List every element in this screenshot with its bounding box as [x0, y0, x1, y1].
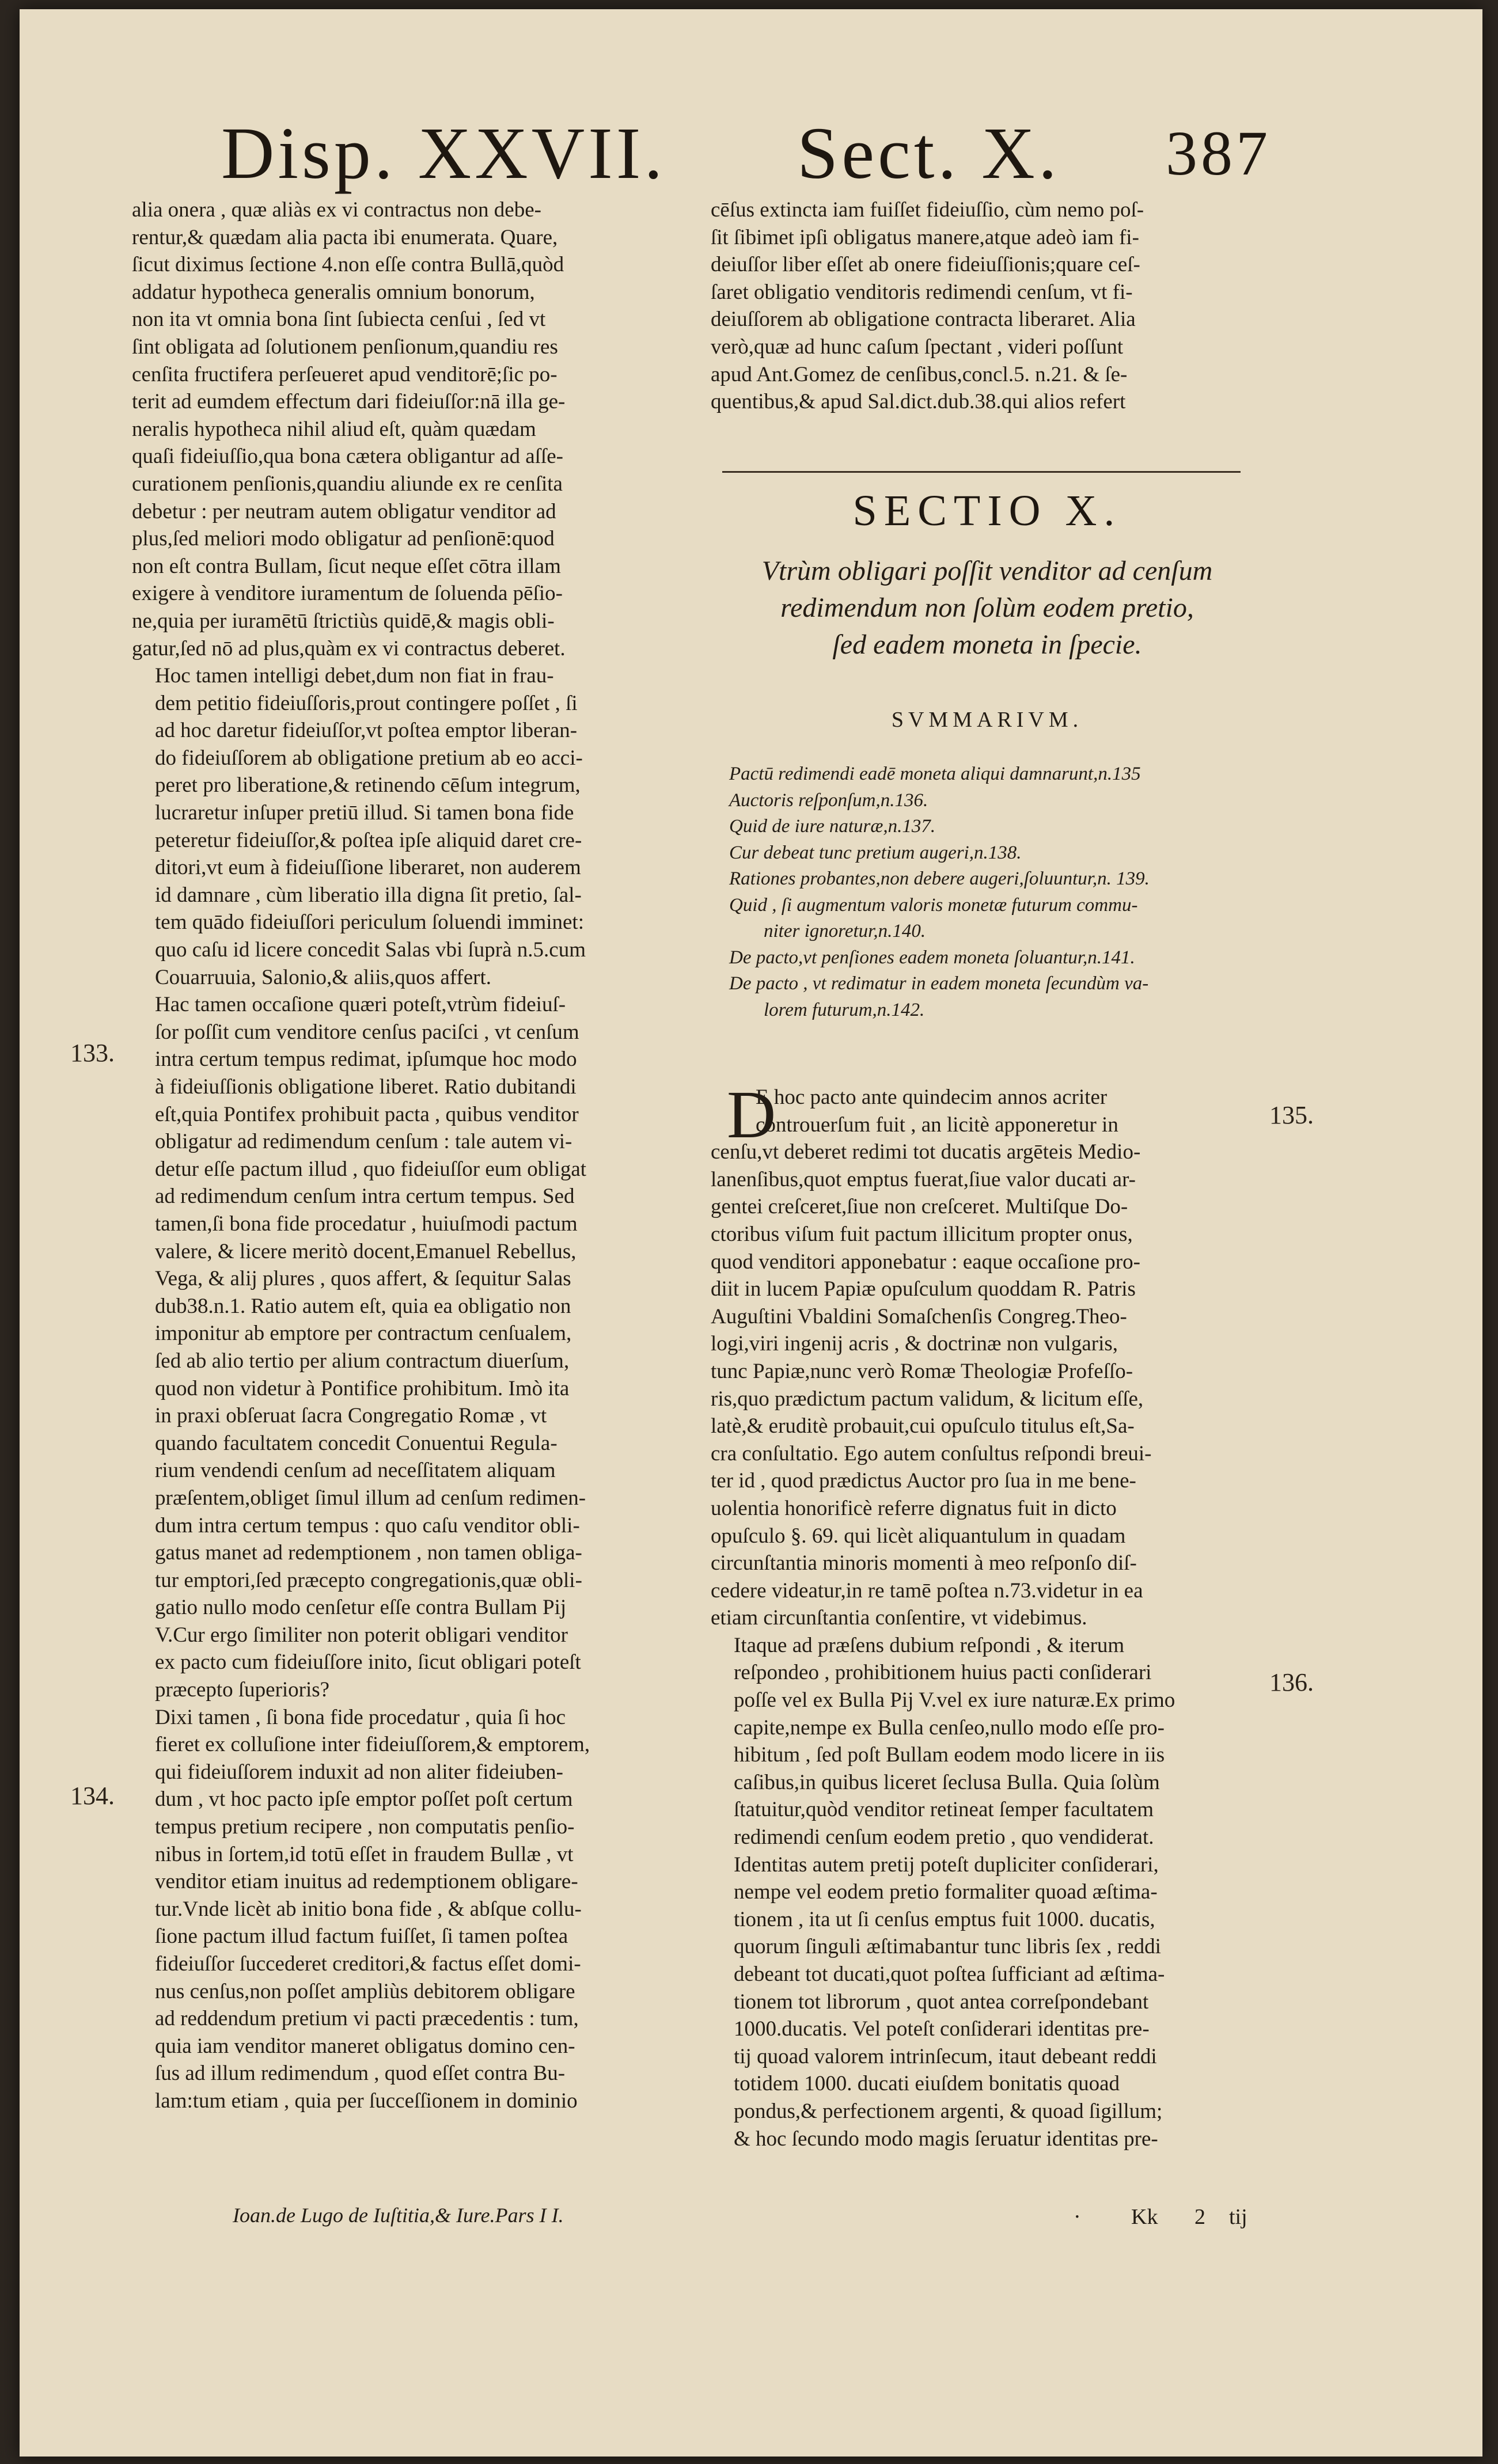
text-line: totidem 1000. ducati eiuſdem bonitatis quoad [734, 2072, 1120, 2096]
text-line: terit ad eumdem effectum dari fideiuſſor:nā illa ge- [132, 390, 566, 414]
text-line: ſtatuitur,quòd venditor retineat ſemper facultatem [734, 1798, 1154, 1822]
section-title-line: Vtrùm obligari poſſit venditor ad cenſum [761, 556, 1213, 586]
text-line: Dixi tamen , ſi bona fide procedatur , quia ſi hoc [155, 1705, 566, 1729]
text-line: apud Ant.Gomez de cenſibus,concl.5. n.21. & ſe- [711, 362, 1128, 386]
text-line: eſt,quia Pontifex prohibuit pacta , quibus venditor [155, 1102, 579, 1126]
text-line: rentur,& quædam alia pacta ibi enumerata. Quare, [132, 225, 558, 249]
text-line: ctoribus viſum fuit pactum illicitum propter onus, [711, 1222, 1133, 1246]
text-line: ſione pactum illud factum fuiſſet, ſi tamen poſtea [155, 1924, 568, 1949]
text-line: id damnare , cùm liberatio illa digna ſit pretio, ſal- [155, 883, 582, 907]
text-line: quorum ſinguli æſtimabantur tunc libris ſex , reddi [734, 1935, 1161, 1959]
text-line: nempe vel eodem pretio formaliter quoad æſtima- [734, 1880, 1158, 1904]
catchword: tij [1229, 2205, 1247, 2229]
book-page [20, 9, 1482, 2457]
text-line: dem petitio fideiuſſoris,prout contingere poſſet , ſi [155, 691, 578, 715]
text-line: cra conſultatio. Ego autem conſultus reſpondi breui- [711, 1441, 1152, 1466]
section-title-line: ſed eadem moneta in ſpecie. [832, 629, 1142, 660]
text-line: dum intra certum tempus : quo caſu venditor obli- [155, 1513, 580, 1537]
text-line: uolentia honorificè referre dignatus fuit in dicto [711, 1496, 1117, 1520]
summary-item: Cur debeat tunc pretium augeri,n.138. [729, 842, 1022, 863]
margin-number-136: 136. [1269, 1668, 1314, 1696]
running-header [20, 110, 1482, 196]
paragraph [711, 1077, 1264, 1632]
text-line: quaſi fideiuſſio,qua bona cætera obligantur ad aſſe- [132, 445, 563, 469]
text-line: Vega, & alij plures , quos affert, & ſequitur Salas [155, 1267, 571, 1291]
text-line: ſed ab alio tertio per alium contractum diuerſum, [155, 1349, 570, 1373]
text-line: detur eſſe pactum illud , quo fideiuſſor eum obligat [155, 1157, 587, 1181]
drop-capital: D [727, 1077, 776, 1152]
text-line: ſicut diximus ſectione 4.non eſſe contra Bullā,quòd [132, 253, 564, 277]
text-line: ris,quo prædictum pactum validum, & licitum eſſe, [711, 1387, 1144, 1411]
text-line: fideiuſſor ſuccederet creditori,& factus eſſet domi- [155, 1952, 581, 1976]
text-line: tij quoad valorem intrinſecum, itaut debeant reddi [734, 2044, 1157, 2068]
text-line: tem quādo fideiuſſori periculum ſoluendi imminet: [155, 910, 584, 935]
text-line: ad redimendum cenſum intra certum tempus. Sed [155, 1184, 575, 1209]
paragraph [132, 196, 742, 662]
summary-item: Pactū redimendi eadē moneta aliqui damnarunt,n.135 [729, 764, 1141, 784]
header-section: Sect. X. [797, 112, 1060, 194]
text-line: addatur hypotheca generalis omnium bonorum, [132, 280, 535, 304]
text-line: tionem , ita ut ſi cenſus emptus fuit 1000. ducatis, [734, 1907, 1155, 1931]
text-line: ad reddendum pretium vi pacti præcedentis : tum, [155, 2007, 579, 2031]
text-line: tionem tot librorum , quot antea correſpondebant [734, 1990, 1149, 2014]
text-line: cedere videatur,in re tamē poſtea n.73.videtur in ea [711, 1578, 1143, 1603]
text-line: ſor poſſit cum venditore cenſus paciſci , vt cenſum [155, 1020, 579, 1044]
text-line: plus,ſed meliori modo obligatur ad penſionē:quod [132, 527, 555, 551]
signature-dot: · [1074, 2205, 1081, 2229]
text-line: ex pacto cum fideiuſſore inito, ſicut obligari poteſt [155, 1650, 581, 1675]
text-line: fieret ex colluſione inter fideiuſſorem,& emptorem, [155, 1733, 590, 1757]
text-line: tamen,ſi bona fide procedatur , huiuſmodi pactum [155, 1212, 578, 1236]
text-line: controuerſum fuit , an licitè apponeretur in [756, 1113, 1118, 1137]
text-line: gatus manet ad redemptionem , non tamen obliga- [155, 1541, 582, 1565]
text-line: gatio nullo modo cenſetur eſſe contra Bullam Pij [155, 1596, 567, 1620]
text-line: lucraretur inſuper pretiū illud. Si tamen bona fide [155, 801, 574, 825]
text-line: nus cenſus,non poſſet ampliùs debitorem obligare [155, 1979, 575, 2003]
summary-item: Quid de iure naturæ,n.137. [729, 816, 936, 837]
text-line: E hoc pacto ante quindecim annos acriter [756, 1085, 1108, 1109]
text-line: V.Cur ergo ſimiliter non poterit obligari venditor [155, 1623, 568, 1647]
text-line: pondus,& perfectionem argenti, & quoad ſigillum; [734, 2099, 1163, 2123]
text-line: hibitum , ſed poſt Bullam eodem modo licere in iis [734, 1743, 1165, 1767]
text-line: ſus ad illum redimendum , quod eſſet contra Bu- [155, 2061, 566, 2086]
text-line: Hac tamen occaſione quæri poteſt,vtrùm fideiuſ- [155, 993, 566, 1017]
summary-item: Quid , ſi augmentum valoris monetæ futurum commu- [729, 894, 1138, 916]
text-line: rium vendendi cenſum ad neceſſitatem aliquam [155, 1459, 556, 1483]
summary-item: niter ignoretur,n.140. [764, 921, 926, 941]
text-line: gatur,ſed nō ad plus,quàm ex vi contractus deberet. [132, 636, 566, 660]
text-line: & hoc ſecundo modo magis ſeruatur identitas pre- [734, 2127, 1158, 2151]
paragraph [132, 662, 742, 991]
text-line: qui fideiuſſorem induxit ad non aliter fideiuben- [155, 1760, 563, 1784]
text-line: ditori,vt eum à fideiuſſione liberaret, non auderem [155, 856, 581, 880]
summarium-heading: SVMMARIVM. [891, 708, 1083, 732]
text-line: quando facultatem concedit Conuentui Regula- [155, 1431, 558, 1455]
text-line: deiuſſor liber eſſet ab onere fideiuſſionis;quare ceſ- [711, 253, 1140, 277]
text-line: lanenſibus,quot emptus fuerat,ſiue valor ducati ar- [711, 1167, 1136, 1191]
text-line: in praxi obſeruat ſacra Congregatio Romæ , vt [155, 1404, 547, 1428]
left-column [132, 196, 742, 2115]
text-line: non ita vt omnia bona ſint ſubiecta cenſui , ſed vt [132, 307, 546, 332]
text-line: tempus pretium recipere , non computatis penſio- [155, 1815, 575, 1839]
text-line: non eſt contra Bullam, ſicut neque eſſet cōtra illam [132, 554, 561, 578]
header-disputation: Disp. XXVII. [221, 112, 666, 194]
text-line: nibus in ſortem,id totū eſſet in fraudem Bullæ , vt [155, 1842, 574, 1866]
margin-number-134: 134. [70, 1782, 115, 1810]
text-line: deiuſſorem ab obligatione contracta liberaret. Alia [711, 307, 1136, 332]
text-line: verò,quæ ad hunc caſum ſpectant , videri poſſunt [711, 335, 1124, 359]
summary-list [729, 761, 1259, 1023]
text-line: alia onera , quæ aliàs ex vi contractus non debe- [132, 198, 541, 222]
text-line: logi,viri ingenij acris , & doctrinæ non vulgaris, [711, 1332, 1118, 1356]
text-line: dum , vt hoc pacto ipſe emptor poſſet poſt certum [155, 1787, 573, 1812]
text-line: lam:tum etiam , quia per ſucceſſionem in dominio [155, 2089, 578, 2113]
text-line: ſaret obligatio venditoris redimendi cenſum, vt fi- [711, 280, 1133, 304]
text-line: diit in lucem Papiæ opuſculum quoddam R. Patris [711, 1277, 1136, 1301]
text-line: Hoc tamen intelligi debet,dum non fiat in frau- [155, 664, 554, 688]
section-title-line: redimendum non ſolùm eodem pretio, [780, 593, 1194, 623]
summary-item: Rationes probantes,non debere augeri,ſoluuntur,n. 139. [729, 868, 1150, 889]
summary-item: Auctoris reſponſum,n.136. [729, 789, 928, 811]
text-line: ſit ſibimet ipſi obligatus manere,atque adeò iam fi- [711, 225, 1139, 249]
paragraph [132, 991, 742, 1703]
text-line: Auguſtini Vbaldini Somaſchenſis Congreg.Theo- [711, 1304, 1127, 1328]
text-line: latè,& eruditè probauit,cui opuſculo titulus eſt,Sa- [711, 1414, 1135, 1438]
text-line: venditor etiam inuitus ad redemptionem obligare- [155, 1870, 578, 1894]
text-line: quentibus,& apud Sal.dict.dub.38.qui alios refert [711, 390, 1126, 414]
text-line: ſint obligata ad ſolutionem penſionum,quandiu res [132, 335, 558, 359]
text-line: ter id , quod prædictus Auctor pro ſua in me bene- [711, 1469, 1136, 1493]
text-line: cēſus extincta iam fuiſſet fideiuſſio, cùm nemo poſ- [711, 198, 1144, 222]
text-line: neralis hypotheca nihil aliud eſt, quàm quædam [132, 417, 536, 441]
section-heading: SECTIO X. [852, 487, 1122, 535]
text-line: cenſu,vt deberet redimi tot ducatis argēteis Medio- [711, 1140, 1141, 1164]
text-line: à fideiuſſionis obligatione liberet. Ratio dubitandi [155, 1075, 577, 1099]
text-line: imponitur ab emptore per contractum cenſualem, [155, 1322, 572, 1346]
text-line: quod non videtur à Pontifice prohibitum. Imò ita [155, 1376, 570, 1400]
text-line: tur emptori,ſed præcepto congregationis,quæ obli- [155, 1568, 582, 1592]
text-line: peteretur fideiuſſor,& poſtea ipſe aliquid daret cre- [155, 828, 582, 852]
section-rule [722, 471, 1241, 473]
text-line: capite,nempe ex Bulla cenſeo,nullo modo eſſe pro- [734, 1715, 1165, 1740]
signature-mark: Kk [1131, 2205, 1158, 2229]
text-line: debeant tot ducati,quot poſtea ſufficiant ad æſtima- [734, 1962, 1165, 1986]
text-line: do fideiuſſorem ab obligatione pretium ab eo acci- [155, 746, 583, 770]
text-line: 1000.ducatis. Vel poteſt conſiderari identitas pre- [734, 2017, 1150, 2041]
section-title [711, 553, 1264, 663]
right-column-continuation [711, 196, 1264, 416]
text-line: obligatur ad redimendum cenſum : tale autem vi- [155, 1130, 572, 1154]
summary-item: lorem futurum,n.142. [764, 999, 925, 1020]
summary-item: De pacto , vt redimatur in eadem moneta ſecundùm va- [729, 973, 1149, 994]
margin-number-133: 133. [70, 1039, 115, 1067]
page-number: 387 [1166, 118, 1271, 188]
text-line: ad hoc daretur fideiuſſor,vt poſtea emptor liberan- [155, 719, 578, 743]
text-line: opuſculo §. 69. qui licèt aliquantulum in quadam [711, 1524, 1126, 1548]
signature-number: 2 [1194, 2205, 1205, 2229]
text-line: curationem penſionis,quandiu aliunde ex re cenſita [132, 472, 563, 496]
text-line: reſpondeo , prohibitionem huius pacti conſiderari [734, 1661, 1152, 1685]
text-line: quia iam venditor maneret obligatus domino cen- [155, 2034, 575, 2058]
paragraph [132, 1704, 742, 2115]
margin-number-135: 135. [1269, 1101, 1314, 1129]
text-line: quo caſu id licere concedit Salas vbi ſuprà n.5.cum [155, 938, 586, 962]
text-line: circunſtantia minoris momenti à meo reſponſo diſ- [711, 1551, 1137, 1575]
text-line: exigere à venditore iuramentum de ſoluenda pēſio- [132, 582, 563, 606]
text-line: Itaque ad præſens dubium reſpondi , & iterum [734, 1633, 1125, 1657]
text-line: quod venditori apponebatur : eaque occaſione pro- [711, 1250, 1140, 1274]
text-line: gentei creſceret,ſiue non creſceret. Multiſque Do- [711, 1195, 1128, 1219]
text-line: ne,quia per iuramētū ſtrictiùs quidē,& magis obli- [132, 609, 555, 633]
text-line: valere, & licere meritò docent,Emanuel Rebellus, [155, 1239, 577, 1263]
paragraph [711, 1632, 1264, 2152]
text-line: caſibus,in quibus liceret ſeclusa Bulla. Quia ſolùm [734, 1770, 1160, 1794]
footer-book-title: Ioan.de Lugo de Iuſtitia,& Iure.Pars I I. [233, 2204, 564, 2227]
text-line: cenſita fructifera perſeueret apud venditorē;ſic po- [132, 362, 558, 386]
text-line: præcepto ſuperioris? [155, 1678, 330, 1702]
text-line: etiam circunſtantia conſentire, vt videbimus. [711, 1606, 1087, 1630]
text-line: tunc Papiæ,nunc verò Romæ Theologiæ Profeſſo- [711, 1359, 1133, 1383]
text-line: dub38.n.1. Ratio autem eſt, quia ea obligatio non [155, 1294, 571, 1318]
text-line: præſentem,obliget ſimul illum ad cenſum redimen- [155, 1486, 586, 1510]
text-line: poſſe vel ex Bulla Pij V.vel ex iure naturæ.Ex primo [734, 1688, 1175, 1713]
text-line: debetur : per neutram autem obligatur venditor ad [132, 499, 556, 523]
text-line: intra certum tempus redimat, ipſumque hoc modo [155, 1047, 577, 1072]
text-line: Identitas autem pretij poteſt dupliciter conſiderari, [734, 1852, 1159, 1877]
text-line: peret pro liberatione,& retinendo cēſum integrum, [155, 773, 581, 798]
summary-item: De pacto,vt penſiones eadem moneta ſoluantur,n.141. [729, 947, 1135, 968]
right-column-body [711, 1077, 1264, 2152]
text-line: tur.Vnde licèt ab initio bona fide , & abſque collu- [155, 1897, 582, 1921]
text-line: redimendi cenſum eodem pretio , quo vendiderat. [734, 1825, 1154, 1850]
text-line: Couarruuia, Salonio,& aliis,quos affert. [155, 965, 492, 989]
